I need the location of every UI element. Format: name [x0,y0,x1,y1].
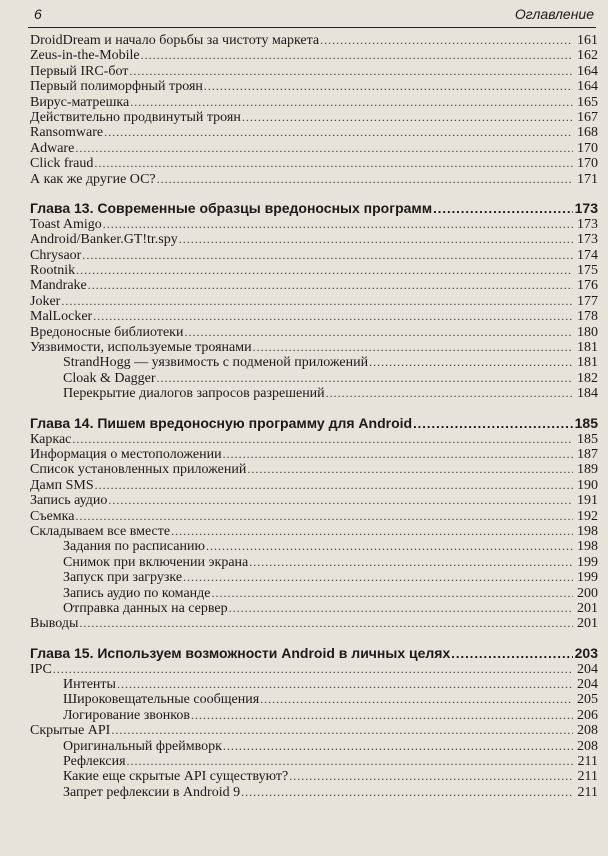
toc-entry-page: 190 [577,477,598,493]
toc-entry[interactable] [30,692,598,707]
toc-entry-page: 206 [577,707,598,723]
toc-entry-title: Глава 15. Используем возможности Android в личных целях [30,644,451,661]
toc-entry-page: 199 [577,570,598,586]
toc-entry[interactable] [30,325,598,340]
dot-leader [320,33,573,48]
toc-entry-page: 201 [577,600,598,616]
toc-entry-page: 165 [577,94,598,110]
toc-entry-title: Вредоносные библиотеки [30,324,184,340]
toc-entry-page: 170 [577,156,598,172]
dot-leader [326,386,573,401]
toc-entry-title: Rootnik [30,263,76,279]
toc-chapter-entry[interactable] [30,199,598,217]
toc-entry-title: Уязвимости, используемые троянами [30,340,252,356]
toc-entry[interactable] [30,539,598,554]
toc-entry[interactable] [30,64,598,79]
toc-entry-title: Zeus-in-the-Mobile [30,48,140,64]
toc-entry-title: Логирование звонков [63,707,190,723]
dot-leader [108,493,573,508]
dot-leader [72,432,573,447]
dot-leader [223,739,573,754]
toc-entry-title: Оригинальный фреймворк [63,738,222,754]
toc-entry-page: 181 [577,355,598,371]
toc-entry[interactable] [30,601,598,616]
toc-entry[interactable] [30,340,598,355]
toc-chapter-entry[interactable] [30,414,598,432]
dot-leader [79,616,573,631]
toc-entry[interactable] [30,125,598,140]
toc-entry-page: 204 [577,661,598,677]
toc-entry[interactable] [30,509,598,524]
toc-entry-page: 211 [577,754,598,770]
dot-leader [249,555,573,570]
toc-entry-page: 201 [577,616,598,632]
page-number: 6 [34,6,42,22]
toc-entry-page: 199 [577,554,598,570]
dot-leader [157,371,573,386]
toc-entry[interactable] [30,662,598,677]
toc-entry-page: 182 [577,370,598,386]
dot-leader [141,48,573,63]
toc-entry-page: 198 [577,539,598,555]
dot-leader [413,415,573,433]
toc-entry-title: Запись аудио [30,493,108,509]
dot-leader [88,278,573,293]
toc-entry[interactable] [30,309,598,324]
dot-leader [61,294,573,309]
toc-entry[interactable] [30,263,598,278]
toc-entry-title: Информация о местоположении [30,446,222,462]
toc-entry-page: 181 [577,340,598,356]
dot-leader [129,64,573,79]
toc-entry[interactable] [30,248,598,263]
toc-entry-page: 173 [574,199,598,216]
toc-entry[interactable] [30,278,598,293]
toc-entry-title: Каркас [30,431,72,447]
toc-entry-title: Запрет рефлексии в Android 9 [63,784,241,800]
dot-leader [183,570,573,585]
toc-entry-page: 164 [577,79,598,95]
toc-entry[interactable] [30,677,598,692]
dot-leader [127,754,573,769]
toc-entry-title: Широковещательные сообщения [63,692,260,708]
toc-entry-title: Действительно продвинутый троян [30,109,241,125]
dot-leader [76,263,573,278]
toc-entry[interactable] [30,95,598,110]
header-rule [28,27,596,28]
toc-entry-page: 178 [577,309,598,325]
dot-leader [75,141,573,156]
page-header [16,6,594,24]
toc-entry-title: Перекрытие диалогов запросов разрешений [63,386,325,402]
toc-entry-page: 189 [577,462,598,478]
dot-leader [253,340,573,355]
toc-entry[interactable] [30,79,598,94]
toc-entry-page: 185 [577,431,598,447]
toc-entry-title: Снимок при включении экрана [63,554,249,570]
toc-entry[interactable] [30,371,598,386]
toc-entry-title: Складываем все вместе [30,523,171,539]
toc-entry[interactable] [30,355,598,370]
toc-entry[interactable] [30,172,598,187]
toc-entry-title: Adware [30,140,75,156]
toc-entry-title: Click fraud [30,156,94,172]
toc-entry-page: 173 [577,216,598,232]
toc-entry-page: 198 [577,523,598,539]
toc-entry[interactable] [30,48,598,63]
toc-entry-page: 180 [577,324,598,340]
toc-entry[interactable] [30,462,598,477]
toc-entry-title: Отправка данных на сервер [63,600,228,616]
toc-entry-page: 161 [577,33,598,48]
toc-entry-title: Глава 14. Пишем вредоносную программу для Android [30,414,413,431]
toc-entry[interactable] [30,141,598,156]
toc-entry-title: Cloak & Dagger [63,370,156,386]
dot-leader [229,601,573,616]
dot-leader [117,677,573,692]
toc-entry-title: MalLocker [30,309,93,325]
toc-entry-page: 173 [577,232,598,248]
toc-entry-title: Скрытые API [30,723,111,739]
dot-leader [247,462,573,477]
dot-leader [191,708,573,723]
toc-entry-title: Joker [30,293,61,309]
dot-leader [179,232,573,247]
toc-entry-page: 170 [577,140,598,156]
dot-leader [289,769,573,784]
dot-leader [53,662,573,677]
dot-leader [241,785,573,800]
toc-entry-title: Android/Banker.GT!tr.spy [30,232,178,248]
toc-entry[interactable] [30,110,598,125]
table-of-contents [30,33,598,800]
dot-leader [82,248,573,263]
dot-leader [206,539,573,554]
toc-entry-page: 168 [577,125,598,141]
toc-entry[interactable] [30,386,598,401]
toc-entry-page: 208 [577,738,598,754]
toc-entry-page: 184 [577,386,598,402]
dot-leader [433,200,573,218]
toc-entry-title: Какие еще скрытые API существуют? [63,769,289,785]
toc-entry-page: 185 [574,414,598,431]
toc-entry[interactable] [30,294,598,309]
dot-leader [260,692,573,707]
toc-entry-page: 191 [577,493,598,509]
toc-entry-page: 187 [577,446,598,462]
dot-leader [204,79,573,94]
toc-entry[interactable] [30,217,598,232]
toc-entry-title: Toast Amigo [30,216,102,232]
dot-leader [130,95,573,110]
dot-leader [369,355,573,370]
toc-entry-title: Chrysaor [30,247,82,263]
toc-entry[interactable] [30,232,598,247]
toc-entry-page: 164 [577,63,598,79]
toc-chapter-entry[interactable] [30,644,598,662]
toc-entry-page: 211 [577,769,598,785]
toc-entry-title: Первый IRC-бот [30,63,129,79]
toc-entry-title: Выводы [30,616,79,632]
toc-entry-title: Список установленных приложений [30,462,247,478]
toc-entry[interactable] [30,769,598,784]
toc-entry[interactable] [30,586,598,601]
toc-entry-title: Запись аудио по команде [63,585,211,601]
toc-entry-title: Глава 13. Современные образцы вредоносных программ [30,199,433,216]
toc-entry-title: Mandrake [30,278,87,294]
toc-entry-page: 177 [577,293,598,309]
dot-leader [75,509,573,524]
toc-entry-page: 203 [574,644,598,661]
toc-entry-title: Рефлексия [63,754,126,770]
dot-leader [104,125,573,140]
toc-entry[interactable] [30,524,598,539]
toc-entry[interactable] [30,156,598,171]
toc-entry[interactable] [30,754,598,769]
toc-entry-title: Съемка [30,508,75,524]
dot-leader [451,645,573,663]
toc-entry-page: 208 [577,723,598,739]
toc-entry[interactable] [30,555,598,570]
toc-entry-page: 211 [577,784,598,800]
dot-leader [184,325,573,340]
dot-leader [94,156,573,171]
dot-leader [223,447,573,462]
toc-entry-title: Запуск при загрузке [63,570,183,586]
toc-entry[interactable] [30,570,598,585]
toc-entry[interactable] [30,785,598,800]
toc-entry-page: 204 [577,677,598,693]
toc-entry[interactable] [30,708,598,723]
toc-entry-page: 162 [577,48,598,64]
toc-entry-title: Интенты [63,677,116,693]
toc-entry[interactable] [30,33,598,48]
toc-entry-page: 192 [577,508,598,524]
toc-entry-title: Дамп SMS [30,477,94,493]
dot-leader [242,110,573,125]
dot-leader [103,217,573,232]
dot-leader [95,478,573,493]
toc-entry-page: 167 [577,109,598,125]
toc-entry-page: 176 [577,278,598,294]
toc-entry-page: 174 [577,247,598,263]
toc-entry-page: 171 [577,171,598,187]
toc-entry-title: IPC [30,661,52,677]
toc-entry[interactable] [30,616,598,631]
toc-entry-title: Первый полиморфный троян [30,79,203,95]
dot-leader [171,524,573,539]
toc-entry-page: 205 [577,692,598,708]
toc-entry[interactable] [30,493,598,508]
toc-entry[interactable] [30,723,598,738]
toc-entry-page: 200 [577,585,598,601]
toc-entry-title: Ransomware [30,125,104,141]
toc-entry-title: Вирус-матрешка [30,94,130,110]
toc-entry[interactable] [30,432,598,447]
dot-leader [93,309,573,324]
toc-entry[interactable] [30,447,598,462]
section-title: Оглавление [514,6,594,22]
dot-leader [212,586,574,601]
toc-entry-title: StrandHogg — уязвимость с подменой приложений [63,355,369,371]
dot-leader [111,723,573,738]
toc-entry-title: DroidDream и начало борьбы за чистоту маркета [30,33,320,48]
toc-entry[interactable] [30,739,598,754]
toc-entry[interactable] [30,478,598,493]
toc-entry-title: Задания по расписанию [63,539,205,555]
dot-leader [157,172,573,187]
toc-entry-page: 175 [577,263,598,279]
toc-entry-title: А как же другие ОС? [30,171,156,187]
